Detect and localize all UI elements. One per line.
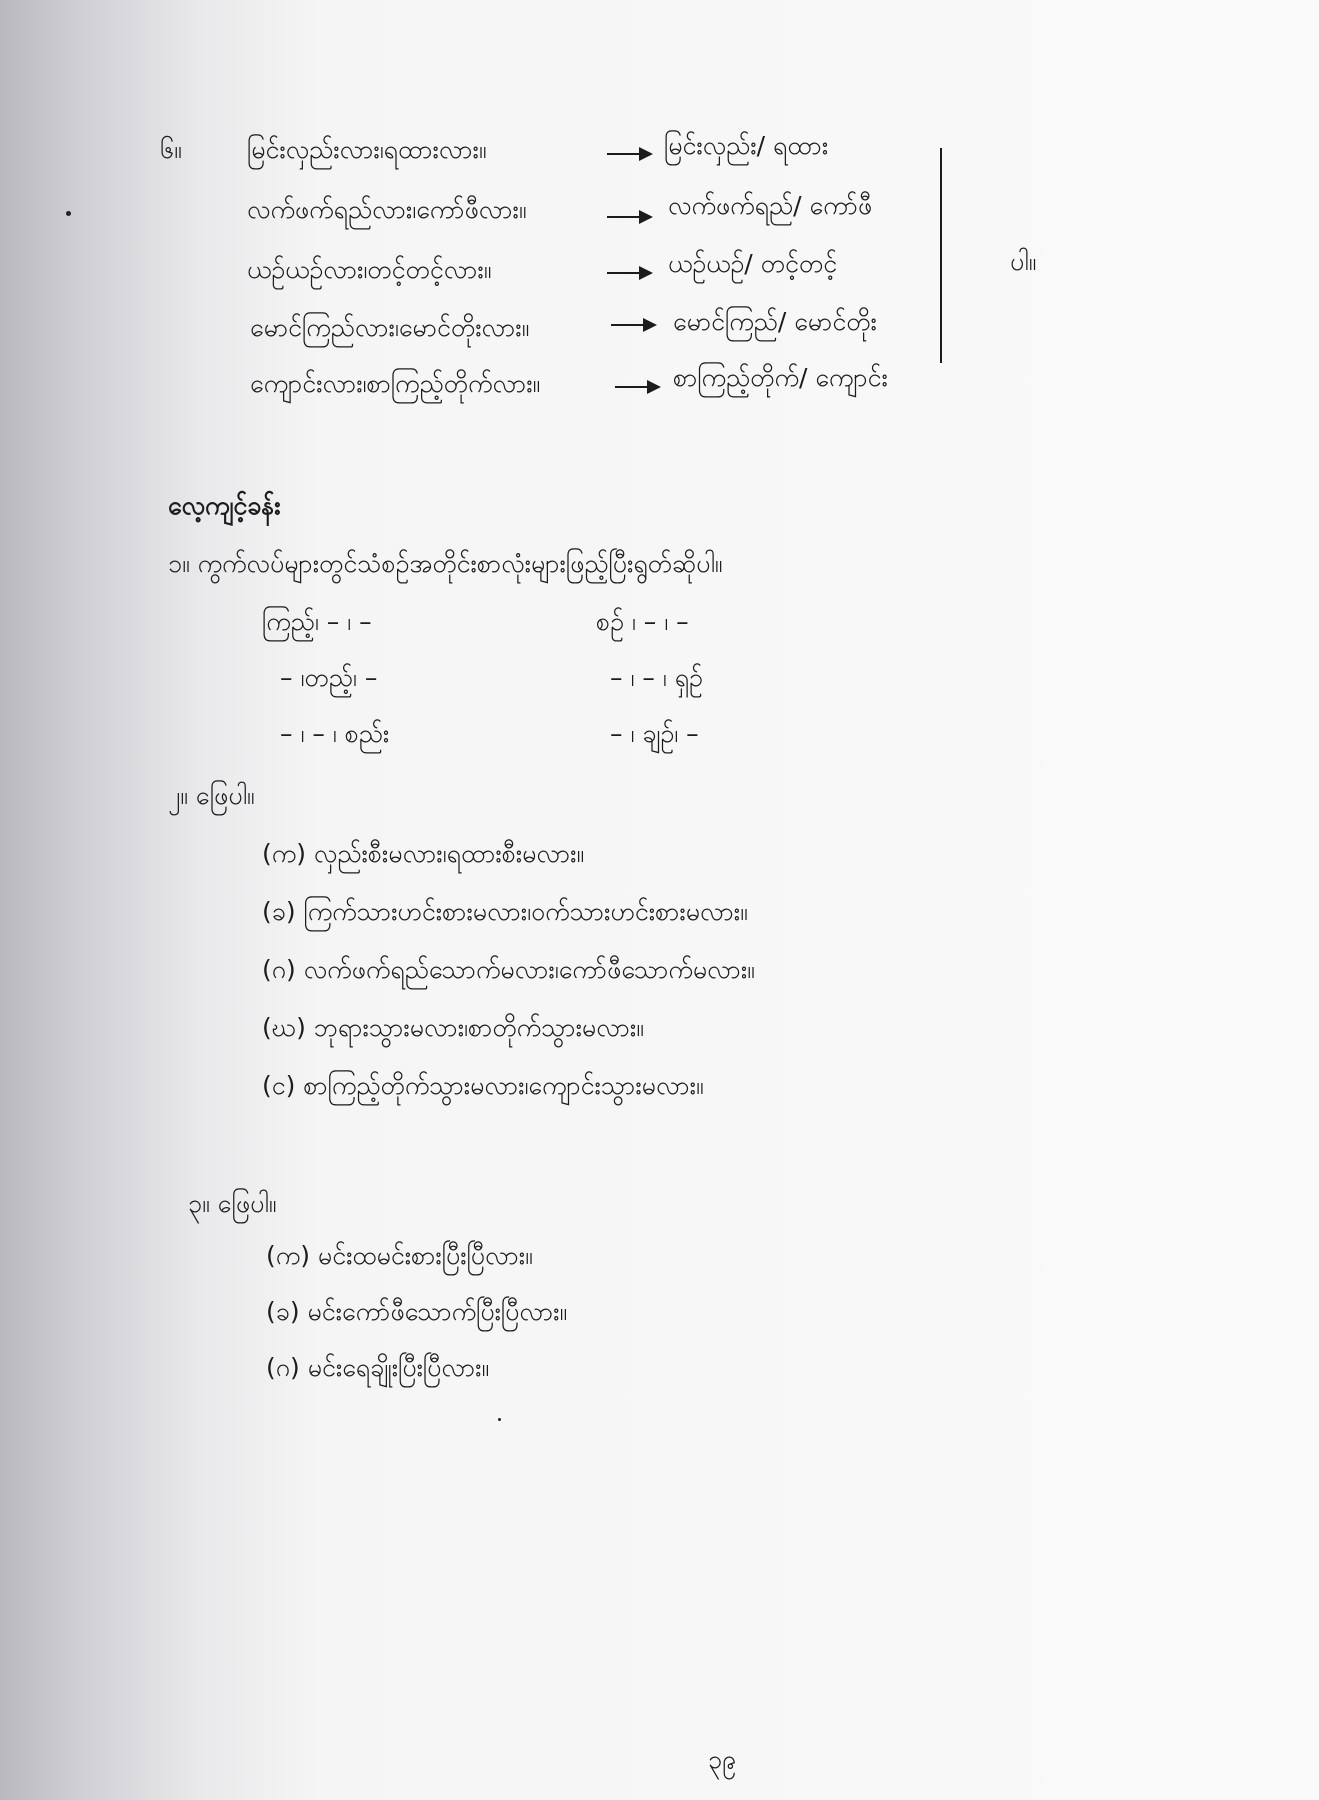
s6-question-3: ယဉ်ယဉ်လား၊တင့်တင့်လား။: [247, 255, 492, 284]
page-number: ၃၉: [708, 1745, 737, 1774]
grouping-bracket: [940, 148, 942, 363]
arrow-icon: [615, 386, 657, 388]
q1-left-line-1: ကြည့်၊ – ၊ –: [262, 607, 372, 636]
s6-question-4: မောင်ကြည်လား၊မောင်တိုးလား။: [250, 313, 530, 342]
q2-title: ၂။ ဖြေပါ။: [168, 781, 255, 810]
s6-question-5: ကျောင်းလား၊စာကြည့်တိုက်လား။: [250, 369, 541, 398]
q3-item-kha: (ခ) မင်းကော်ဖီသောက်ပြီးပြီလား။: [266, 1297, 568, 1326]
q1-left-line-2: – ၊တည့်၊ –: [280, 663, 378, 692]
arrow-icon: [607, 216, 649, 218]
exercise-heading: လေ့ကျင့်ခန်း: [168, 491, 281, 520]
s6-question-2: လက်ဖက်ရည်လား၊ကော်ဖီလား။: [247, 195, 527, 224]
arrow-icon: [607, 153, 649, 155]
ink-speck: [498, 1418, 501, 1421]
s6-answer-2: လက်ဖက်ရည်/ ကော်ဖီ: [668, 191, 873, 220]
q1-left-line-3: – ၊ – ၊ စည်း: [280, 719, 390, 748]
s6-answer-1: မြင်းလှည်း/ ရထား: [664, 131, 829, 160]
arrow-icon: [611, 324, 653, 326]
q2-item-ga: (ဂ) လက်ဖက်ရည်သောက်မလား၊ကော်ဖီသောက်မလား။: [262, 955, 755, 984]
s6-suffix: ပါ။: [1010, 247, 1037, 276]
q3-title: ၃။ ဖြေပါ။: [188, 1189, 277, 1218]
arrow-icon: [607, 272, 649, 274]
q1-right-line-3: – ၊ ချဉ်၊ –: [610, 719, 699, 748]
section-6-number: ၆။: [160, 135, 182, 164]
s6-answer-4: မောင်ကြည်/ မောင်တိုး: [673, 307, 877, 336]
q3-item-ka: (က) မင်းထမင်းစားပြီးပြီလား။: [266, 1241, 533, 1270]
q2-item-kha: (ခ) ကြက်သားဟင်းစားမလား၊ဝက်သားဟင်းစားမလား။: [262, 897, 748, 926]
q1-right-line-2: – ၊ – ၊ ရှဉ်: [610, 663, 703, 692]
q2-item-ka: (က) လှည်းစီးမလား၊ရထားစီးမလား။: [262, 839, 585, 868]
s6-answer-3: ယဉ်ယဉ်/ တင့်တင့်: [668, 249, 838, 278]
ink-speck: [66, 211, 71, 216]
q2-item-nga: (င) စာကြည့်တိုက်သွားမလား၊ကျောင်းသွားမလား။: [262, 1071, 704, 1100]
q2-item-gha: (ဃ) ဘုရားသွားမလား၊စာတိုက်သွားမလား။: [262, 1013, 644, 1042]
s6-question-1: မြင်းလှည်းလား၊ရထားလား။: [247, 135, 487, 164]
q1-right-line-1: စဉ် ၊ – ၊ –: [596, 607, 689, 636]
s6-answer-5: စာကြည့်တိုက်/ ကျောင်း: [673, 363, 888, 392]
q1-title: ၁။ ကွက်လပ်များတွင်သံစဉ်အတိုင်းစာလုံးများဖြည့်ပြီးရွတ်ဆိုပါ။: [168, 549, 723, 578]
q3-item-ga: (ဂ) မင်းရေချိုးပြီးပြီလား။: [266, 1353, 490, 1382]
